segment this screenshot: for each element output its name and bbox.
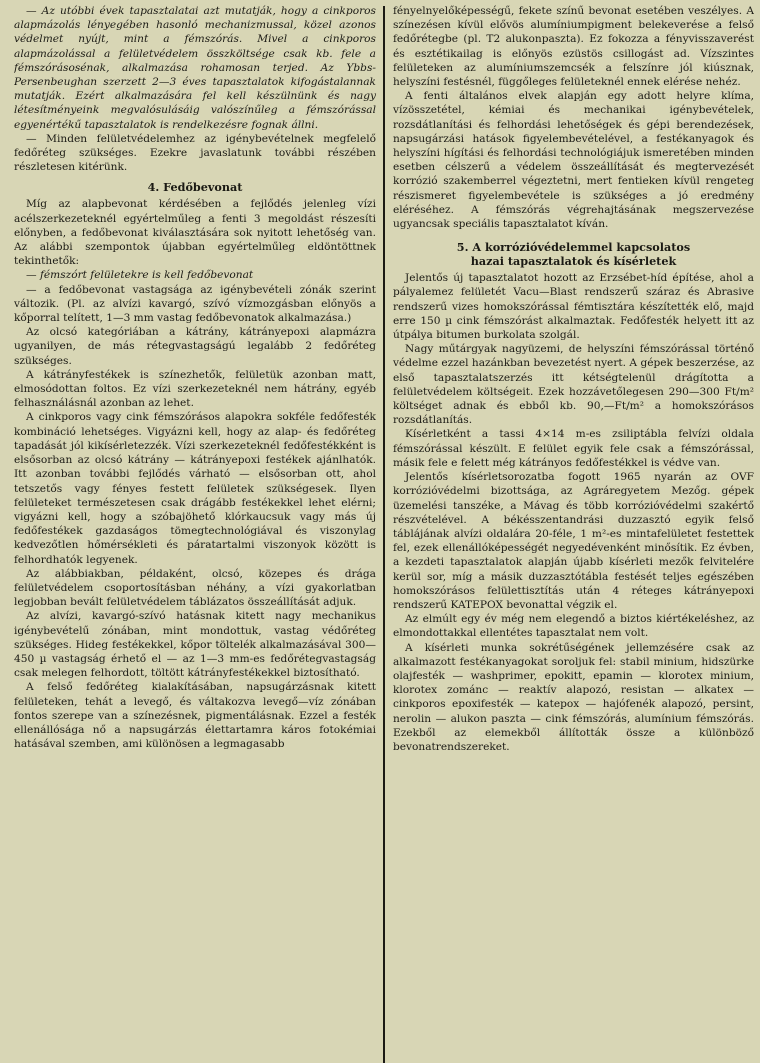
left-column <box>14 4 383 1061</box>
paragraph: Az alvízi, kavargó-szívó hatásnak kitett nagy mechanikus igénybevételű zónában, mint mondottuk, vastag védőréteg szükséges. Hideg festékekkel, kőpor töltelék alkalmazásával 300—450 µ vastagság érhető el — az 1—3 mm-es fedőrétegvastagság csak melegen felhordott, töltött kátrányfestékekkel biztosítható. <box>14 610 376 680</box>
paragraph: A kátrányfestékek is színezhetők, felületük azonban matt, elmosódottan foltos. Ez vízi szerkezeteknél nem hátrány, egyéb felhasználásnál azonban az lehet. <box>14 368 376 410</box>
paragraph: Nagy műtárgyak nagyüzemi, de helyszíni fémszórással történő védelme ezzel hazánkban bevezetést nyert. A gépek beszerzése, az első tapasztalatszerzés itt kétségtelenül drágította a felületvédelem költségeit. Ezek hozzávetőlegesen 290—300 Ft/m² költséget adnak és ebből kb. 90,—Ft/m² a homokszórásos rozsdátlanítás. <box>392 343 754 427</box>
paragraph: — a fedőbevonat vastagsága az igénybevételi zónák szerint változik. (Pl. az alvízi kavargó, szívó vízmozgásban előnyös a kőporral telített, 1—3 mm vastag fedőbevonatok alkalmazása.) <box>14 283 376 325</box>
paragraph: Az elmúlt egy év még nem elegendő a biztos kiértékeléshez, az elmondottakkal ellentétes tapasztalat nem volt. <box>392 613 754 640</box>
paragraph: Kísérletként a tassi 4×14 m-es zsiliptábla felvízi oldala fémszórással készült. E felület egyik fele csak a fémszórással, másik fele e felett még kátrányos fedőfestékkel is védve van. <box>392 428 754 469</box>
heading-line-2: hazai tapasztalatok és kísérletek <box>470 254 677 269</box>
paragraph: Míg az alapbevonat kérdésében a fejlődés jelenleg vízi acélszerkezeteknél egyértelműleg a fenti 3 megoldást részesíti előnyben, a fedőbevonat kiválasztására sok nyitott lehetőség van. Az alábbi szempontok újabban egyértelműleg eldöntöttnek tekinthetők: <box>14 198 376 268</box>
paragraph: A kísérleti munka sokrétűségének jellemzésére csak az alkalmazott festékanyagokat soroljuk fel: stabil minium, hidszürke olajfesték — washprimer, epokitt, epamin — klorotex minium, klorotex zománc — reaktív alapozó, resistan — alkatex — cinkporos epoxifesték — katepox — hajófenék alapozó, persint, nerolin — alukon paszta — cink fémszórás, alumínium fémszórás. Ezekből az elemekből állították össze a különböző bevonatrendszereket. <box>392 641 754 753</box>
intro-paragraph-1: — Az utóbbi évek tapasztalatai azt mutatják, hogy a cinkporos alapmázolás lényegében hasonló mechanizmussal, közel azonos védelmet nyújt, mint a fémszórás. Mivel a cinkporos alapmázolással a felületvédelem összköltsége csak kb. fele a fémszórásosénak, alkalmazása rohamosan terjed. Az Ybbs-Persenbeughan szerzett 2—3 éves tapasztalatok kifogástalannak mutatják. Ezért alkalmazására fel kell készülnünk és nagy létesítményeink megvalósulásáig valószínűleg a fémszórással egyenértékű tapasztalatok is rendelkezésre fognak állni. <box>14 5 376 131</box>
right-column <box>385 4 754 1061</box>
section-heading-4: 4. Fedőbevonat <box>147 180 243 195</box>
section-heading-5 <box>393 240 754 268</box>
paragraph: fényelnyelőképességű, fekete színű bevonat esetében veszélyes. A színezésen kívül elővös alumíniumpigment belekeverése a felső fedőrétegbe (pl. T2 alukonpaszta). Ez fokozza a fényvisszaverést és esztétikailag is előnyös ezüstös csillogást ad. Vízszintes felületeken az alumíniumszemcsék a felszínre jól kiúsznak, helyszíni festésnél, függőleges felületeknél ennek elérése nehéz. <box>392 5 754 89</box>
paragraph: A cinkporos vagy cink fémszórásos alapokra sokféle fedőfesték kombináció lehetséges. Vigyázni kell, hogy az alap- és fedőréteg tapadását jól kikísérletezzék. Vízi szerkezeteknél fedőfestékként is elsősorban az olcsó kátrány — kátrányepoxi festékek ajánlhatók. Itt azonban további fejlődés várható — elsősorban ott, ahol tetszetős vagy fényes festett felületek szükségesek. Ilyen felületeket természetesen csak drágább festékekkel lehet elérni; vigyázni kell, hogy a szóbajöhető klórkaucsuk vagy más új fedőfestékek gazdaságos tömegtechnológiával és viszonylag kedvezőtlen hőmérsékleti és páratartalmi viszonyok között is felhordhatók legyenek. <box>14 411 376 566</box>
intro-paragraph-2: — Minden felületvédelemhez az igénybevételnek megfelelő fedőréteg szükséges. Ezekre javaslatunk további részében részletesen kitérünk. <box>14 132 376 174</box>
paragraph: Az olcsó kategóriában a kátrány, kátrányepoxi alapmázra ugyanilyen, de más rétegvastagságú legalább 2 fedőréteg szükséges. <box>14 326 376 367</box>
paragraph: Jelentős új tapasztalatot hozott az Erzsébet-híd építése, ahol a pályalemez felületét Vacu—Blast rendszerű száraz és Abrasive rendszerű vizes homokszórással fémtisztára készítették elő, majd erre 150 µ cink fémszórást alkalmaztak. Fedőfesték helyett itt az útpálya bitumen burkolata szolgál. <box>392 272 754 342</box>
paragraph: A fenti általános elvek alapján egy adott helyre klíma, vízösszetétel, kémiai és mechanikai igénybevételek, rozsdátlanítási és felhordási lehetőségek és gépi berendezések, napsugárzási hatások figyelembevételével, a festékanyagok és helyszíni hígítási és felhordási technológiájuk ismeretében minden esetben célszerű a védelem összeállítását és megtervezését korrózió szakemberrel végeztetni, mert fentieken kívül rengeteg részismeret figyelembevétele is szükséges a jó eredmény eléréséhez. A fémszórás végrehajtásának megszervezése ugyancsak speciális tapasztalatot kíván. <box>392 90 754 231</box>
paragraph: Az alábbiakban, példaként, olcsó, közepes és drága felületvédelem csoportosításban néhány, a vízi gyakorlatban legjobban bevált felületvédelem táblázatos összeállítását adjuk. <box>14 567 376 609</box>
paragraph: — fémszórt felületekre is kell fedőbevonat <box>26 269 254 282</box>
paragraph: Jelentős kísérletsorozatba fogott 1965 nyarán az OVF korrózióvédelmi bizottsága, az Agráregyetem Mezőg. gépek üzemelési tanszéke, a Mávag és több korrózióvédelmi szakértő részvételével. A békésszentandrási duzzasztó egyik felső táblájának alvízi oldalára 20-féle, 1 m²-es mintafelületet festettek fel, ezek ellenállóképességét negyedévenként minősítik. Ez évben, a kezdeti tapasztalatok alapján újabb kísérleti mezők felvitelére kerül sor, míg a másik duzzasztótábla festését teljes egészében homokszórásos felülettisztítás után 4 réteges kátrányepoxi rendszerű KATEPOX bevonattal végzik el. <box>392 471 754 611</box>
heading-line-1: 5. A korrózióvédelemmel kapcsolatos <box>456 240 691 255</box>
paragraph: A felső fedőréteg kialakításában, napsugárzásnak kitett felületeken, tehát a levegő, és váltakozva levegő—víz zónában fontos szerepe van a színezésnek, pigmentálásnak. Ezzel a festék ellenállósága nő a napsugárzás élettartamra káros fotokémiai hatásával szemben, ami különösen a legmagasabb <box>14 681 376 751</box>
